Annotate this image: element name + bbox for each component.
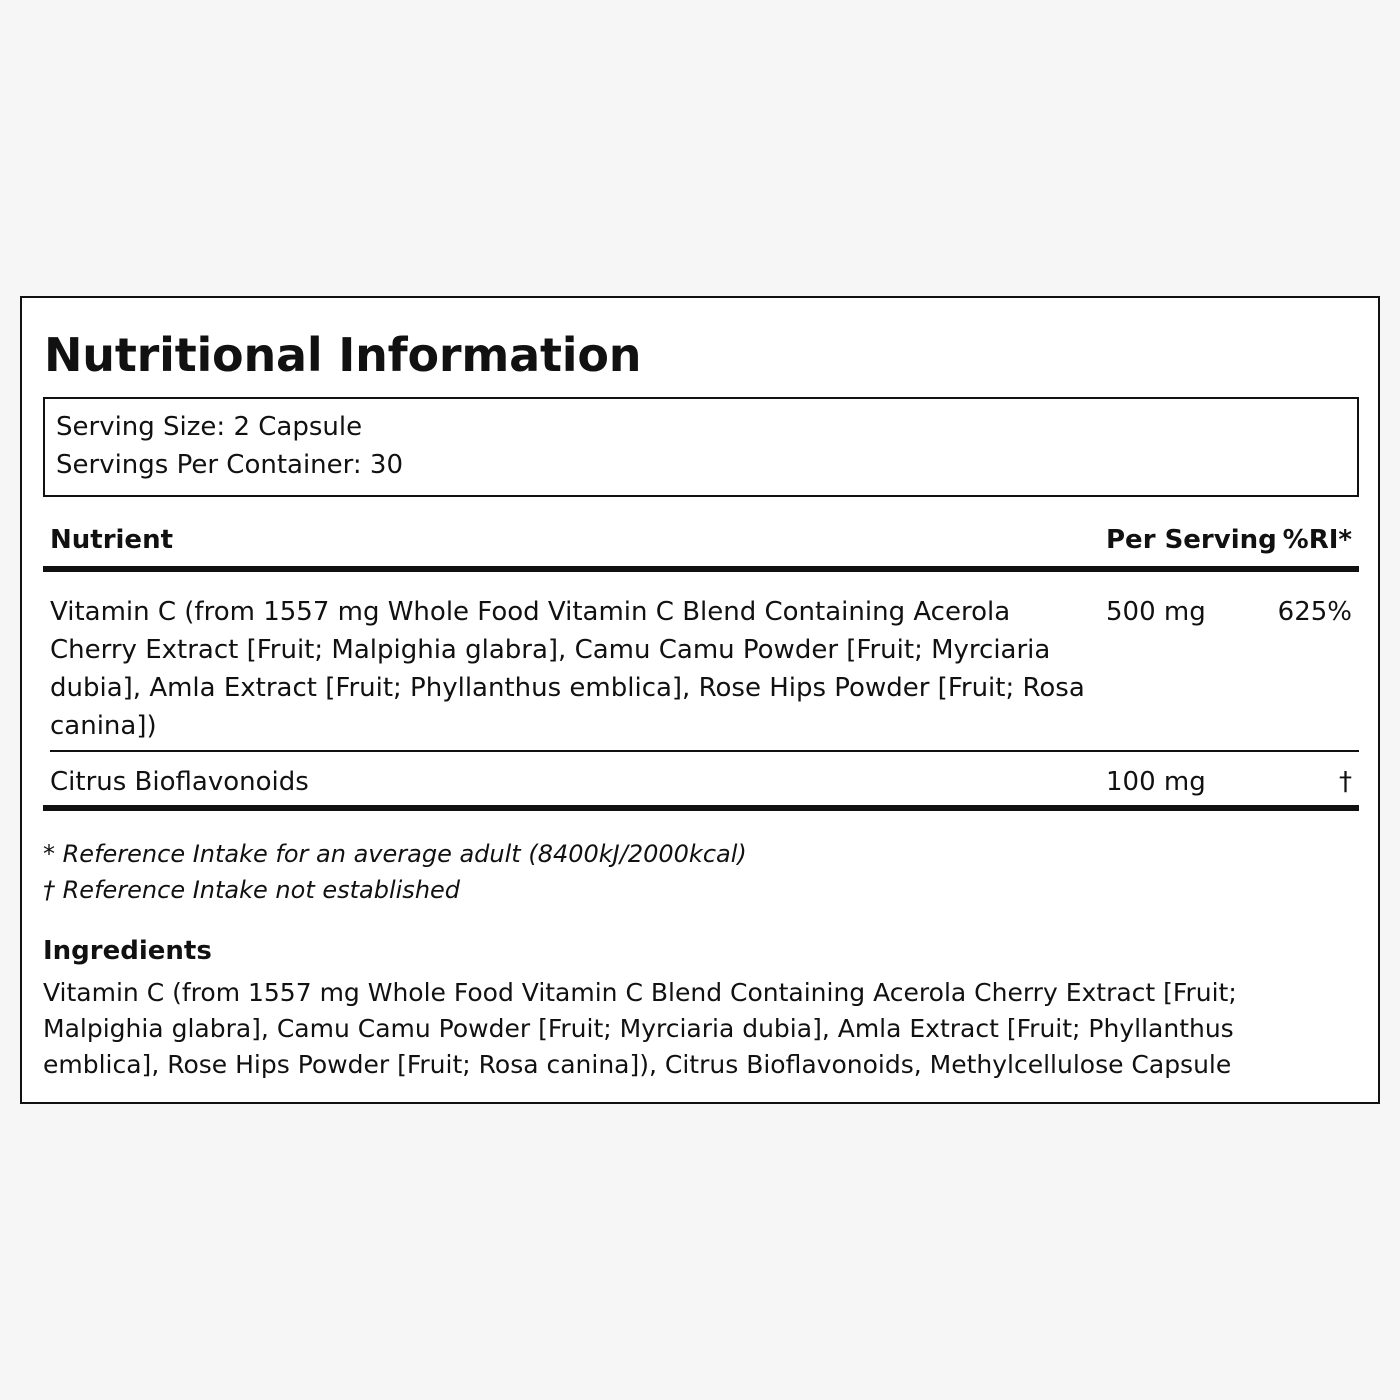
header-per-serving: Per Serving	[1106, 525, 1277, 555]
row-divider	[50, 750, 1359, 752]
table-row	[50, 593, 1352, 745]
serving-info-box	[43, 397, 1359, 497]
serving-size: Serving Size: 2 Capsule	[56, 412, 363, 442]
header-ri: %RI*	[1282, 525, 1352, 555]
footnote-ri-reference: * Reference Intake for an average adult (8400kJ/2000kcal)	[43, 840, 747, 868]
nutrient-amount: 100 mg	[1106, 767, 1206, 797]
header-nutrient: Nutrient	[50, 525, 174, 555]
table-bottom-divider	[43, 805, 1359, 811]
table-row	[50, 763, 1352, 801]
header-divider	[43, 566, 1359, 572]
nutrient-amount: 500 mg	[1106, 597, 1206, 627]
nutrient-ri: †	[1339, 767, 1352, 797]
nutrition-panel	[20, 296, 1380, 1104]
nutrient-name: Citrus Bioflavonoids	[50, 767, 309, 797]
page-title: Nutritional Information	[44, 328, 642, 382]
nutrient-ri: 625%	[1277, 597, 1352, 627]
footnotes	[43, 836, 1343, 908]
servings-per-container: Servings Per Container: 30	[56, 450, 404, 480]
footnote-ri-not-established: † Reference Intake not established	[43, 876, 461, 904]
ingredients-text: Vitamin C (from 1557 mg Whole Food Vitamin C Blend Containing Acerola Cherry Extract [Fruit; Malpighia glabra], Camu Camu Powder [Fruit; Myrciaria dubia], Amla Extract [Fruit; Phyllanthus emblica], Rose Hips Powder [Fruit; Rosa canina]), Citrus Bioflavonoids, Methylcellulose Capsule	[43, 978, 1237, 1079]
nutrient-name: Vitamin C (from 1557 mg Whole Food Vitamin C Blend Containing Acerola Cherry Extract [Fruit; Malpighia glabra], Camu Camu Powder [Fruit; Myrciaria dubia], Amla Extract [Fruit; Phyllanthus emblica], Rose Hips Powder [Fruit; Rosa canina])	[50, 597, 1085, 741]
ingredients-heading: Ingredients	[43, 936, 212, 966]
table-header-row	[50, 520, 1352, 560]
